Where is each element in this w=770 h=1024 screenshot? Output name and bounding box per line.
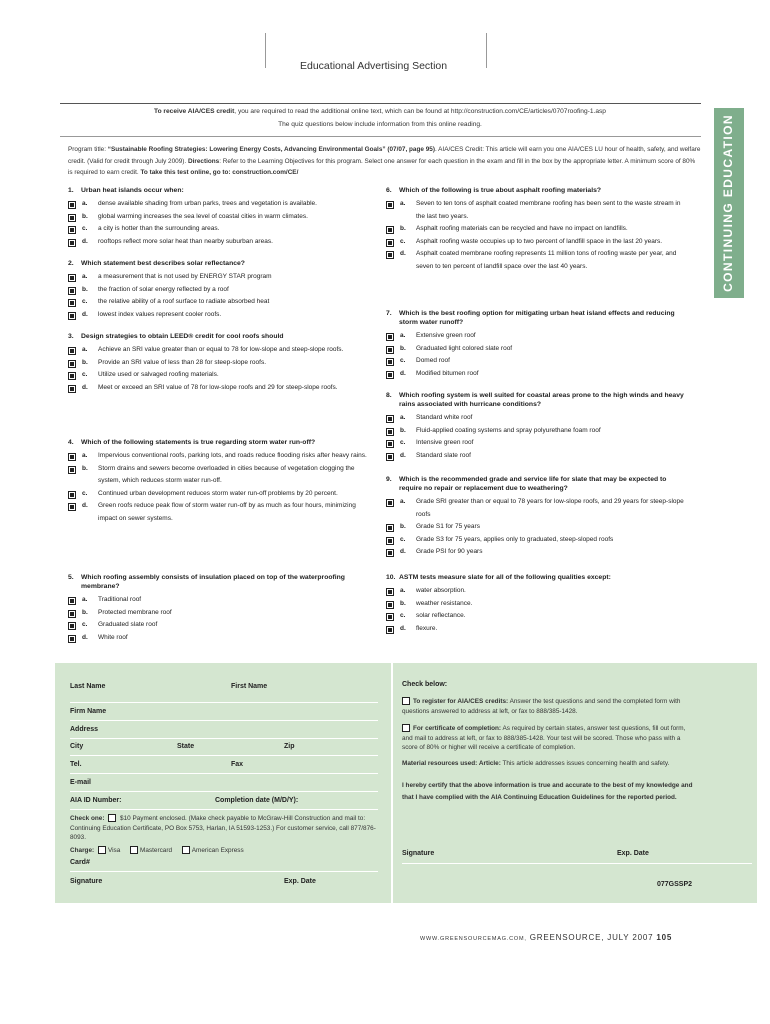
answer-option[interactable]: [68, 344, 368, 357]
answer-option[interactable]: [68, 271, 368, 284]
question-number: 8.: [386, 392, 392, 399]
answer-letter: a.: [400, 587, 406, 594]
answer-text: Impervious conventional roofs, parking lots, and roads reduce flooding risks after heavy rains.: [98, 452, 367, 459]
answer-text: Meet or exceed an SRI value of 78 for low-slope roofs and 29 for steep-slope roofs.: [98, 383, 338, 391]
notice-rule: [60, 136, 701, 137]
answer-option[interactable]: [68, 309, 368, 322]
answer-checkbox[interactable]: [68, 299, 76, 307]
question-number: 7.: [386, 310, 392, 317]
signature-label: Signature: [70, 878, 103, 885]
answer-letter: d.: [82, 383, 88, 391]
answer-text: Grade PSI for 90 years: [416, 548, 483, 555]
question-label: Which is the best roofing option for mitigating urban heat island effects and reducing storm water runoff?: [399, 310, 675, 326]
answer-checkbox[interactable]: [68, 453, 76, 461]
answer-option[interactable]: [386, 437, 691, 450]
certification-statement: I hereby certify that the above information is true and accurate to the best of my knowledge and that I have complied with the AIA Continuing Education Guidelines for the reported period.: [402, 782, 693, 801]
answer-checkbox[interactable]: [68, 610, 76, 618]
answer-text: Provide an SRI value of less than 28 for steep-slope roofs.: [98, 358, 267, 366]
answer-letter: c.: [82, 621, 88, 628]
answer-letter: c.: [400, 237, 406, 245]
answer-text: Grade S1 for 75 years: [416, 523, 480, 530]
answer-checkbox[interactable]: [68, 360, 76, 368]
answer-text: Extensive green roof: [416, 332, 476, 339]
question-3: [68, 332, 368, 394]
answer-checkbox[interactable]: [68, 214, 76, 222]
certificate-checkbox[interactable]: [402, 724, 410, 732]
answer-option[interactable]: [386, 412, 691, 425]
certificate-option: [402, 724, 694, 753]
answer-checkbox[interactable]: [68, 503, 76, 511]
charge-row: [70, 846, 380, 856]
answer-checkbox[interactable]: [386, 239, 394, 247]
answer-checkbox[interactable]: [386, 524, 394, 532]
answer-text: water absorption.: [416, 587, 466, 594]
answer-text: Achieve an SRI value greater than or equal to 78 for low-slope and steep-slope roofs.: [98, 346, 344, 353]
answer-text: Storm drains and sewers become overloaded in cities because of vegetation clogging the system, which reduces storm water run-off.: [98, 464, 355, 484]
answer-option[interactable]: [386, 248, 691, 273]
first-name-label: First Name: [231, 683, 268, 690]
answer-text: Asphalt roofing waste occupies up to two percent of landfill space in the last 20 years.: [416, 237, 663, 245]
answer-option[interactable]: [68, 500, 368, 525]
answer-text: the fraction of solar energy reflected by a roof: [98, 285, 229, 293]
question-text: [386, 391, 691, 409]
online-link: To take this test online, go to: construction.com/CE/: [140, 169, 299, 176]
answer-letter: b.: [400, 225, 406, 232]
answer-text: rooftops reflect more solar heat than nearby suburban areas.: [98, 237, 273, 245]
notice-text: , you are required to read the additional online text, which can be found at http://construction.com/CE/articles/0707roofing-1.asp: [234, 108, 606, 115]
answer-option[interactable]: [68, 211, 368, 224]
answer-checkbox[interactable]: [68, 312, 76, 320]
answer-checkbox[interactable]: [68, 635, 76, 643]
answer-option[interactable]: [386, 223, 691, 236]
answer-option[interactable]: [386, 598, 691, 611]
card-number-label: Card#: [70, 859, 90, 866]
tel-label: Tel.: [70, 761, 82, 768]
answer-option[interactable]: [386, 496, 691, 521]
question-label: Design strategies to obtain LEED® credit for cool roofs should: [81, 333, 284, 340]
question-text: [68, 332, 368, 341]
answer-checkbox[interactable]: [68, 466, 76, 474]
answer-text: weather resistance.: [416, 599, 473, 607]
answer-text: Asphalt coated membrane roofing represents 11 million tons of roofing waste per year, and seven to ten percent of landfill space over the last 40 years.: [416, 250, 677, 270]
answer-letter: c.: [82, 489, 88, 497]
question-label: Which statement best describes solar reflectance?: [81, 260, 245, 267]
check-one: [70, 814, 380, 843]
question-label: ASTM tests measure slate for all of the following qualities except:: [399, 574, 611, 581]
answer-option[interactable]: [68, 619, 368, 632]
question-2: [68, 259, 368, 321]
question-text: [386, 309, 691, 327]
answer-letter: b.: [82, 285, 88, 293]
answer-text: Fluid-applied coating systems and spray polyurethane foam roof: [416, 426, 601, 434]
answer-checkbox[interactable]: [68, 597, 76, 605]
answer-checkbox[interactable]: [386, 415, 394, 423]
question-number: 1.: [68, 187, 74, 194]
question-text: [386, 573, 691, 582]
answer-option[interactable]: [68, 382, 368, 395]
answer-option[interactable]: [68, 594, 368, 607]
answer-checkbox[interactable]: [68, 491, 76, 499]
question-text: [386, 186, 691, 195]
answer-letter: a.: [82, 200, 88, 207]
charge-label: Charge:: [70, 847, 95, 854]
online-notice-2: The quiz questions below include information from this online reading.: [278, 121, 482, 128]
answer-letter: b.: [400, 599, 406, 607]
answer-option[interactable]: [386, 534, 691, 547]
firm-line: [70, 720, 378, 721]
answer-option[interactable]: [68, 223, 368, 236]
question-label: Which is the recommended grade and service life for slate that may be expected to require no repair or replacement due to weathering?: [399, 476, 667, 492]
answer-letter: d.: [82, 633, 88, 641]
certificate-bold: For certificate of completion:: [413, 725, 502, 732]
answer-text: Continued urban development reduces storm water run-off problems by 20 percent.: [98, 489, 338, 497]
answer-text: a measurement that is not used by ENERGY STAR program: [98, 273, 272, 280]
material-text: This article addresses issues concerning health and safety.: [500, 760, 670, 767]
material-resources: [402, 759, 702, 769]
city-label: City: [70, 743, 84, 750]
answer-option[interactable]: [68, 607, 368, 620]
answer-text: dense available shading from urban parks, trees and vegetation is available.: [98, 200, 317, 207]
address-label: Address: [70, 726, 99, 733]
answer-option[interactable]: [386, 623, 691, 636]
continuing-education-sidebar: [714, 108, 744, 298]
answer-text: Green roofs reduce peak flow of storm water run-off by as much as four hours, minimizing impact on sewer systems.: [98, 502, 356, 522]
card-line: [70, 871, 378, 872]
question-text: [68, 186, 368, 195]
email-label: E-mail: [70, 779, 92, 786]
signature-line-2: [402, 863, 752, 864]
answer-option[interactable]: [68, 236, 368, 249]
tel-line: [70, 773, 378, 774]
answer-checkbox[interactable]: [68, 622, 76, 630]
section-title: Educational Advertising Section: [300, 60, 448, 72]
answer-text: Modified bitumen roof: [416, 369, 479, 377]
form-code: 077GSSP2: [657, 881, 693, 888]
question-label: Which of the following is true about asphalt roofing materials?: [399, 187, 602, 194]
answer-letter: c.: [400, 439, 406, 446]
answer-letter: a.: [82, 273, 88, 280]
answer-letter: b.: [82, 464, 88, 472]
last-name-label: Last Name: [70, 683, 106, 690]
zip-label: Zip: [284, 743, 295, 750]
answer-checkbox[interactable]: [68, 201, 76, 209]
answer-checkbox[interactable]: [386, 537, 394, 545]
directions-label: Directions: [187, 157, 220, 165]
question-label: Which of the following statements is true regarding storm water run-off?: [81, 439, 316, 446]
completion-date-label: Completion date (M/D/Y):: [215, 797, 299, 804]
question-number: 2.: [68, 260, 74, 267]
answer-text: Utilize used or salvaged roofing materials.: [98, 371, 219, 378]
question-label: Urban heat islands occur when:: [81, 187, 184, 194]
mastercard-checkbox[interactable]: [130, 846, 138, 854]
answer-option[interactable]: [68, 632, 368, 645]
answer-letter: d.: [82, 237, 88, 245]
answer-text: White roof: [98, 633, 128, 641]
directions-text: : Refer to the Learning Objectives for this program. Select one answer for each question in the exam and fill in the box by the appropriate letter. A minimum score of 80% is required to earn credit.: [68, 157, 696, 176]
answer-option[interactable]: [68, 284, 368, 297]
question-8: [386, 391, 691, 462]
answer-letter: b.: [82, 608, 88, 616]
answer-letter: b.: [82, 212, 88, 220]
check-one-label: Check one:: [70, 815, 105, 822]
answer-checkbox[interactable]: [68, 226, 76, 234]
question-10: [386, 573, 691, 635]
amex-checkbox[interactable]: [182, 846, 190, 854]
registration-form: [55, 663, 757, 903]
answer-checkbox[interactable]: [386, 440, 394, 448]
exp-date-label: Exp. Date: [284, 878, 316, 885]
email-line: [70, 791, 378, 792]
answer-letter: a.: [82, 596, 88, 603]
footer-magazine: GREENSOURCE, JULY 2007: [529, 933, 654, 942]
answer-checkbox[interactable]: [386, 226, 394, 234]
firm-name-label: Firm Name: [70, 708, 107, 715]
answer-text: Standard white roof: [416, 414, 473, 421]
name-line: [70, 702, 378, 703]
top-rule: [60, 103, 701, 104]
question-9: [386, 475, 691, 559]
notice-bold: To receive AIA/CES credit: [154, 108, 235, 115]
answer-text: Traditional roof: [98, 596, 142, 603]
question-number: 3.: [68, 333, 74, 340]
answer-option[interactable]: [386, 236, 691, 249]
answer-letter: a.: [400, 332, 406, 339]
answer-option[interactable]: [386, 585, 691, 598]
answer-text: Graduated light colored slate roof: [416, 344, 513, 352]
answer-option[interactable]: [68, 357, 368, 370]
online-notice: [60, 108, 700, 115]
answer-checkbox[interactable]: [386, 201, 394, 209]
visa-label: Visa: [107, 847, 121, 854]
answer-checkbox[interactable]: [386, 613, 394, 621]
certificate-text: As required by certain states, answer test questions, fill out form, and mail to address at left, or fax to 888/385-1428. Your test will be scored. Those who pass with a score of 80% or higher will receive a certificate of completion.: [402, 725, 686, 751]
state-label: State: [177, 743, 195, 750]
answer-checkbox[interactable]: [68, 372, 76, 380]
answer-letter: d.: [400, 624, 406, 632]
answer-text: the relative ability of a roof surface to radiate absorbed heat: [98, 298, 270, 305]
question-text: [386, 475, 691, 493]
question-6: [386, 186, 691, 273]
register-bold: To register for AIA/CES credits:: [413, 698, 509, 705]
program-credit: . AIA/CES Credit: This article will earn you one AIA/CES LU hour of health, safety, and welfare credit. (Valid for credit through July 2009).: [68, 146, 701, 165]
answer-letter: d.: [400, 369, 406, 377]
answer-text: Standard slate roof: [416, 451, 471, 459]
register-text: Answer the test questions and send the completed form with questions answered to address at left, or fax to 888/385-1428.: [402, 698, 681, 715]
answer-checkbox[interactable]: [386, 251, 394, 259]
answer-letter: d.: [82, 310, 88, 318]
answer-option[interactable]: [68, 488, 368, 501]
top-divider-right: [486, 33, 487, 68]
answer-text: lowest index values represent cooler roofs.: [98, 310, 222, 318]
question-text: [68, 438, 368, 447]
question-label: Which roofing assembly consists of insulation placed on top of the waterproofing membrane?: [81, 574, 345, 590]
answer-letter: d.: [400, 250, 406, 257]
answer-option[interactable]: [68, 296, 368, 309]
exp-date-label-2: Exp. Date: [617, 850, 649, 857]
question-4: [68, 438, 368, 525]
payment-checkbox[interactable]: [108, 814, 116, 822]
answer-letter: c.: [82, 298, 88, 305]
address-line: [70, 738, 378, 739]
answer-checkbox[interactable]: [386, 626, 394, 634]
answer-text: Grade S3 for 75 years, applies only to graduated, steep-sloped roofs: [416, 535, 614, 543]
answer-letter: b.: [82, 358, 88, 366]
answer-letter: d.: [82, 502, 88, 509]
answer-checkbox[interactable]: [386, 428, 394, 436]
answer-option[interactable]: [68, 198, 368, 211]
answer-checkbox[interactable]: [386, 549, 394, 557]
register-option: [402, 697, 694, 716]
answer-letter: c.: [82, 225, 88, 232]
answer-option[interactable]: [68, 369, 368, 382]
answer-option[interactable]: [68, 450, 368, 463]
answer-checkbox[interactable]: [386, 499, 394, 507]
check-one-text: $10 Payment enclosed. (Make check payable to McGraw-Hill Construction and mail to: Continuing Education Certificate, PO Box 5753, Harlan, IA 51593-1253.) For customer service, call 877/876-8093.: [70, 815, 376, 841]
answer-option[interactable]: [386, 368, 691, 381]
answer-option[interactable]: [386, 450, 691, 463]
question-number: 10.: [386, 574, 396, 581]
answer-letter: d.: [400, 548, 406, 555]
question-7: [386, 309, 691, 380]
answer-text: Seven to ten tons of asphalt coated membrane roofing has been sent to the waste stream in the last two years.: [416, 200, 681, 220]
check-below-label: Check below:: [402, 681, 448, 688]
answer-option[interactable]: [386, 330, 691, 343]
aia-id-label: AIA ID Number:: [70, 797, 122, 804]
answer-checkbox[interactable]: [386, 588, 394, 596]
question-number: 4.: [68, 439, 74, 446]
answer-letter: c.: [400, 612, 406, 619]
answer-text: Domed roof: [416, 357, 450, 364]
answer-checkbox[interactable]: [386, 601, 394, 609]
answer-letter: a.: [400, 498, 406, 505]
answer-text: Grade SRI greater than or equal to 78 years for low-slope roofs, and 29 years for steep-slope roofs: [416, 498, 684, 518]
answer-checkbox[interactable]: [68, 274, 76, 282]
question-5: [68, 573, 368, 644]
answer-letter: a.: [82, 346, 88, 353]
answer-letter: c.: [400, 357, 406, 364]
answer-checkbox[interactable]: [68, 347, 76, 355]
answer-text: solar reflectance.: [416, 612, 466, 619]
question-text: [68, 259, 368, 268]
aia-line: [70, 809, 378, 810]
answer-letter: a.: [400, 414, 406, 421]
answer-checkbox[interactable]: [68, 239, 76, 247]
answer-checkbox[interactable]: [386, 371, 394, 379]
answer-checkbox[interactable]: [68, 287, 76, 295]
question-number: 6.: [386, 187, 392, 194]
mastercard-label: Mastercard: [140, 847, 173, 854]
question-text: [68, 573, 368, 591]
answer-option[interactable]: [386, 355, 691, 368]
top-divider-left: [265, 33, 266, 68]
answer-option[interactable]: [68, 463, 368, 488]
program-title: “Sustainable Roofing Strategies: Lowering Energy Costs, Advancing Environmental Goals” (07/07, page 95): [107, 146, 435, 153]
answer-letter: b.: [400, 344, 406, 352]
answer-checkbox[interactable]: [68, 385, 76, 393]
answer-checkbox[interactable]: [386, 453, 394, 461]
answer-text: flexure.: [416, 624, 438, 632]
answer-option[interactable]: [386, 546, 691, 559]
visa-checkbox[interactable]: [98, 846, 106, 854]
answer-option[interactable]: [386, 198, 691, 223]
question-number: 9.: [386, 476, 392, 483]
answer-checkbox[interactable]: [386, 333, 394, 341]
answer-text: Intensive green roof: [416, 439, 474, 446]
answer-text: a city is hotter than the surrounding areas.: [98, 225, 220, 232]
answer-letter: d.: [400, 451, 406, 459]
answer-option[interactable]: [386, 425, 691, 438]
answer-option[interactable]: [386, 343, 691, 356]
answer-letter: a.: [82, 452, 88, 459]
answer-checkbox[interactable]: [386, 358, 394, 366]
question-1: [68, 186, 368, 248]
page-footer: [420, 933, 672, 942]
city-line: [70, 755, 378, 756]
answer-letter: c.: [400, 535, 406, 543]
answer-letter: c.: [82, 371, 88, 378]
fax-label: Fax: [231, 761, 244, 768]
footer-site: WWW.GREENSOURCEMAG.COM,: [420, 936, 527, 942]
amex-label: American Express: [191, 847, 244, 854]
answer-letter: b.: [400, 426, 406, 434]
signature-label-2: Signature: [402, 850, 435, 857]
program-prefix: Program title:: [68, 146, 108, 153]
answer-checkbox[interactable]: [386, 346, 394, 354]
answer-text: Graduated slate roof: [98, 621, 158, 628]
answer-text: global warming increases the sea level of coastal cities in warm climates.: [98, 212, 308, 220]
question-label: Which roofing system is well suited for coastal areas prone to the high winds and heavy rains associated with hurricane conditions?: [399, 392, 684, 408]
question-number: 5.: [68, 574, 74, 581]
answer-text: Protected membrane roof: [98, 608, 172, 616]
answer-letter: a.: [400, 200, 406, 207]
program-description: [68, 144, 701, 179]
register-checkbox[interactable]: [402, 697, 410, 705]
form-divider: [391, 663, 393, 903]
material-bold: Material resources used: Article:: [402, 760, 501, 767]
answer-letter: b.: [400, 523, 406, 530]
answer-option[interactable]: [386, 610, 691, 623]
answer-text: Asphalt roofing materials can be recycled and have no impact on landfills.: [416, 225, 628, 232]
sidebar-label: CONTINUING EDUCATION: [721, 114, 735, 292]
answer-option[interactable]: [386, 521, 691, 534]
page-number: 105: [656, 933, 673, 942]
